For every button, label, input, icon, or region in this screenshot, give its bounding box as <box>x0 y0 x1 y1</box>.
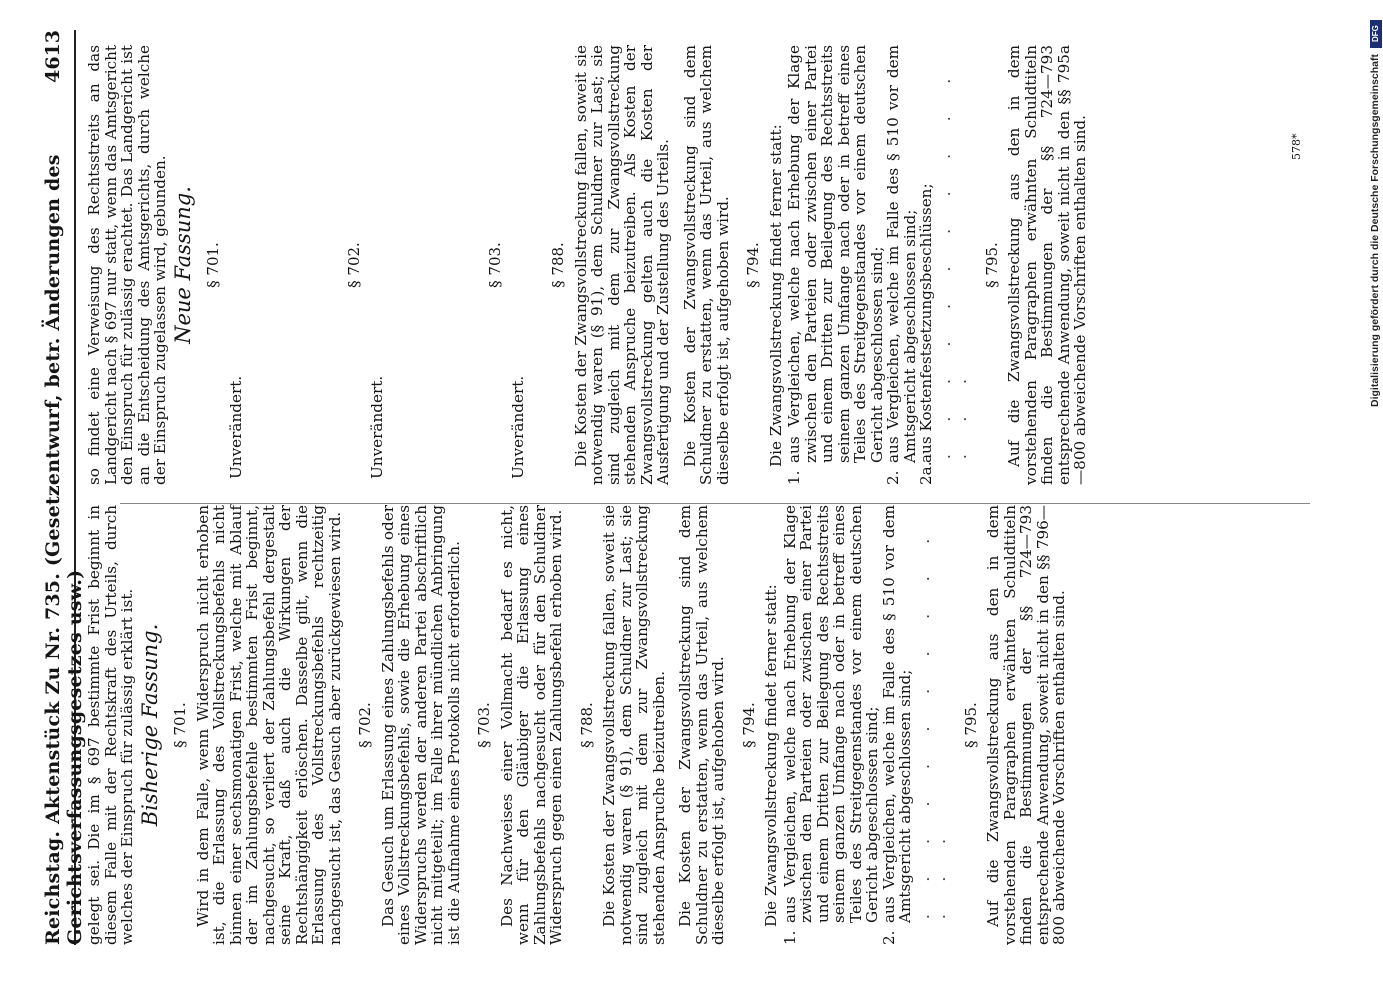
left-s701-heading: § 701. <box>171 702 189 748</box>
digitization-credit-strip <box>1368 10 1383 1000</box>
right-s788-para1: Die Kosten der Zwangsvollstreckung fallen, soweit sie notwendig waren (§ 91), dem Schuldner zur Last; sie sind zugleich mit dem zur Zwangsvollstreckung stehenden Anspruche beizutreiben. Als Kosten der Zwangsvollstreckung gelten auch die Kosten der Ausfertigung und der Zustellung des Urteils. <box>571 45 672 485</box>
left-s788-para1: Die Kosten der Zwangsvollstreckung fallen, soweit sie notwendig waren (§ 91), dem Schuldner zur Last; sie sind zugleich mit dem zur Zwangsvollstreckung stehenden Anspruche beizutreiben. <box>600 505 668 945</box>
column-new-version <box>86 45 1089 485</box>
list-item: 2. aus Vergleichen, welche im Falle des § 510 vor dem Amtsgericht abgeschlossen sind; <box>879 505 914 945</box>
footnote-mark: 578* <box>1290 133 1303 160</box>
left-s795-text: Auf die Zwangsvollstreckung aus den in dem vorstehenden Paragraphen erwähnten Schuldtiteln finden die Bestimmungen der §§ 724—793 entsprechende Anwendung, soweit nicht in den §§ 796—800 abweichende Vorschriften enthalten sind. <box>984 505 1068 945</box>
right-s701-text: Unverändert. <box>226 375 245 479</box>
left-s794-list <box>782 505 914 945</box>
right-s794-heading: § 794. <box>744 242 762 288</box>
left-s788-heading: § 788. <box>577 702 596 748</box>
left-s703-text: Des Nachweises einer Vollmacht bedarf es nicht, wenn für den Gläubiger die Erlassung eines Zahlungsbefehls nachgesucht oder für den Schuldner Widerspruch gegen einen Zahlungsbefehl erhoben wird. <box>497 505 565 945</box>
left-intro-text: gelegt sei. Die im § 697 bestimmte Frist beginnt in diesem Falle mit der Rechtskraft des Urteils, durch welches der Einspruch für zulässig erklärt ist. <box>85 505 136 945</box>
ellipsis-dots: . . . . . . . . . . . . . . <box>935 64 970 459</box>
right-s702-text: Unverändert. <box>367 375 386 479</box>
left-s794-lead: Die Zwangsvollstreckung findet ferner statt: <box>762 584 780 927</box>
running-header <box>40 30 86 945</box>
left-s702-text: Das Gesuch um Erlassung eines Zahlungsbefehls oder eines Vollstreckungsbefehls, sowie die Erhebung eines Widerspruchs werden der anderen Partei abschriftlich nicht mitgeteilt; im Falle ihrer mündlichen Anbringung ist die Aufnahme eines Protokolls nicht erforderlich. <box>378 505 463 945</box>
left-column-title: Bisherige Fassung. <box>137 623 162 827</box>
right-s703-text: Unverändert. <box>508 375 527 479</box>
dfg-logo: DFG <box>1370 20 1382 48</box>
column-previous-version <box>86 505 1068 945</box>
left-s701-text: Wird in dem Falle, wenn Widerspruch nicht erhoben ist, die Erlassung des Vollstreckungsbefehls nicht binnen einer sechsmonatigen Frist, welche mit Ablauf der im Zahlungsbefehle bestimmten Frist beginnt, nachgesucht, so verliert der Zahlungsbefehl dergestalt seine Kraft, daß auch die Wirkungen der Rechtshängigkeit erlöschen. Dasselbe gilt, wenn die Erlassung des Vollstreckungsbefehls rechtzeitig nachgesucht ist, das Gesuch aber zurückgewiesen wird. <box>193 505 344 945</box>
column-divider <box>120 503 1310 504</box>
left-s794-heading: § 794. <box>739 702 758 748</box>
ellipsis-dots: . . . . . . . . . . . . . . <box>914 524 949 919</box>
header-title: Reichstag. Aktenstück Zu Nr. 735. (Gesetzentwurf, betr. Änderungen des Gerichtsverfassungsgesetzes usw.) <box>42 154 86 945</box>
list-item: 2a. aus Kostenfestsetzungsbeschlüssen; <box>917 183 935 485</box>
left-s702-heading: § 702. <box>356 702 374 748</box>
left-s788-para2: Die Kosten der Zwangsvollstreckung sind dem Schuldner zu erstatten, wenn das Urteil, aus welchem dieselbe erfolgt ist, aufgehoben wird. <box>676 505 727 945</box>
right-s794-lead: Die Zwangsvollstreckung findet ferner statt: <box>766 124 785 467</box>
right-s788-para2: Die Kosten der Zwangsvollstreckung sind dem Schuldner zu erstatten, wenn das Urteil, aus welchem dieselbe erfolgt ist, aufgehoben wird. <box>680 45 732 485</box>
right-s795-text: Auf die Zwangsvollstreckung aus den in dem vorstehenden Paragraphen erwähnten Schuldtiteln finden die Bestimmungen der §§ 724—793 entsprechende Anwendung, soweit nicht in den §§ 795a—800 abweichende Vorschriften enthalten sind. <box>1005 45 1089 485</box>
right-s788-heading: § 788. <box>549 242 567 288</box>
right-s701-heading: § 701. <box>204 242 222 288</box>
right-column-title: Neue Fassung. <box>170 186 195 344</box>
right-s794-list <box>786 45 935 485</box>
digitization-credit-text: Digitalisierung gefördert durch die Deutsche Forschungsgemeinschaft <box>1369 54 1381 407</box>
list-item: 2. aus Vergleichen, welche im Falle des § 510 vor dem Amtsgericht abgeschlossen sind; <box>884 45 919 485</box>
list-item: 1. aus Vergleichen, welche nach Erhebung der Klage zwischen den Parteien oder zwischen einer Partei und einem Dritten zur Beilegung des Rechtsstreits seinem ganzen Umfange nach oder in betreff eines Teiles des Streitgegenstandes vor einem deutschen Gericht abgeschlossen sind; <box>780 505 881 945</box>
list-item: 1. aus Vergleichen, welche nach Erhebung der Klage zwischen den Parteien oder zwischen einer Partei und einem Dritten zur Beilegung des Rechtsstreits seinem ganzen Umfange nach oder in betreff eines Teiles des Streitgegenstandes vor einem deutschen Gericht abgeschlossen sind; <box>785 45 886 485</box>
left-s703-heading: § 703. <box>475 702 493 748</box>
right-intro-text: so findet eine Verweisung des Rechtsstreits an das Landgericht nach § 697 nur statt, wenn das Amtsgericht den Einspruch für zulässig erachtet. Das Landgericht ist an die Entscheidung des Amtsgerichts, durch welche der Einspruch zugelassen wird, gebunden. <box>85 45 169 485</box>
right-s703-heading: § 703. <box>486 242 504 288</box>
left-s795-heading: § 795. <box>961 702 980 748</box>
header-page-number: 4613 <box>42 30 64 83</box>
right-s702-heading: § 702. <box>345 242 363 288</box>
right-s795-heading: § 795. <box>982 242 1001 288</box>
